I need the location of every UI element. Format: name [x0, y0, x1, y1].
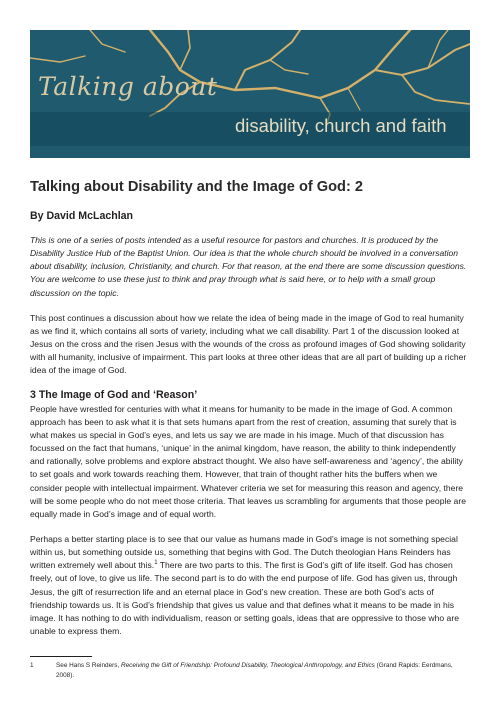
paragraph-3-part-1: Perhaps a better starting place is to see that our value as humans made in God’s image is not something special within us, but something outside us, something that begins with God. The Dutch theologian Hans Reinders has written extremely well about this.	[30, 533, 458, 571]
footnote-text	[56, 661, 466, 681]
header-banner	[30, 30, 470, 158]
paragraph-3-part-2: There are two parts to this. The first is God’s gift of life itself. God has chosen freely, out of love, to give us life. The second part is to do with the end purpose of life. God has given us, through Jesus, the gift of resurrection life and an eternal place in God’s new creation. These are both God’s acts of friendship towards us. It is God’s friendship that gives us value and that defines what it means to be made in his image. It has nothing to do with individualism, reason or setting goals, ideas that are oppressive to those who are unable to express them.	[30, 560, 459, 637]
intro-paragraph: This is one of a series of posts intended as a useful resource for pastors and churches. It is produced by the Disability Justice Hub of the Baptist Union. Our idea is that the whole church should be involved in a conversation about disability, inclusion, Christianity, and church. For that reason, at the end there are some discussion questions. You are welcome to use these just to think and pray through what is said here, or to help with a small group discussion on the topic.	[30, 235, 467, 298]
article-author: By David McLachlan	[30, 210, 134, 222]
footnote-text-start: See Hans S Reinders,	[56, 662, 122, 669]
banner-script-title: Talking about	[38, 72, 218, 101]
footnote-text-end: (Grand Rapids: Eerdmans, 2008).	[56, 662, 453, 679]
paragraph-1: This post continues a discussion about how we relate the idea of being made in the image of God to real humanity as we find it, which contains all sorts of variety, including what we call disability. Part 1 of the discussion looked at Jesus on the cross and the risen Jesus with the wounds of the cross as profound images of God showing solidarity with all humanity, inclusive of impairment. This part looks at three other ideas that are all part of building up a richer idea of the image of God.	[30, 312, 467, 376]
banner-subtitle: disability, church and faith	[235, 115, 447, 136]
article-title: Talking about Disability and the Image of God: 2	[30, 179, 363, 195]
paragraph-2: People have wrestled for centuries with what it means for humanity to be made in the image of God. A common approach has been to ask what it is that sets humans apart from the rest of creation, assuming that surely that is what makes us special in God’s eyes, and lets us say we are made in his image. Much of that discussion has focussed on the fact that humans, ‘unique’ in the animal kingdom, have reason, the ability to think independently and rationally, solve problems and explore abstract thought. We also have self-awareness and ‘agency’, the ability to set goals and work towards reaching them. However, that train of thought rather hits the buffers when we consider people with intellectual impairment. Whatever criteria we set for measuring this reason and agency, there will be some people who do not meet those criteria. That leaves us scrambling for arguments that those people are equally made in God’s image and of equal worth.	[30, 403, 466, 519]
footnote-divider	[30, 656, 92, 657]
footnote-number: 1	[30, 662, 34, 669]
footnote-reference[interactable]: 1	[154, 560, 158, 567]
article-body	[30, 178, 470, 638]
section-heading: 3 The Image of God and ‘Reason’	[30, 388, 198, 401]
paragraph-3	[30, 533, 470, 638]
footnote-book-title: Receiving the Gift of Friendship: Profound Disability, Theological Anthropology, and Ethics	[121, 662, 375, 669]
